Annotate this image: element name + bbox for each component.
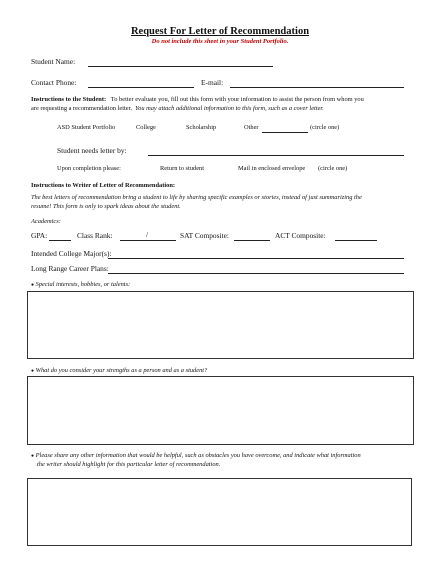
completion-label: Upon completion please: bbox=[57, 165, 121, 172]
instructions-student bbox=[31, 96, 364, 103]
student-name-label: Student Name: bbox=[31, 57, 76, 66]
option-other[interactable]: Other bbox=[244, 124, 259, 131]
other-field[interactable] bbox=[262, 132, 308, 133]
special-interests-prompt bbox=[31, 281, 130, 288]
gpa-field[interactable] bbox=[49, 240, 71, 241]
option-portfolio[interactable]: ASD Student Portfolio bbox=[57, 124, 116, 131]
sat-label: SAT Composite: bbox=[180, 231, 229, 240]
contact-phone-label: Contact Phone: bbox=[31, 78, 77, 87]
gpa-label: GPA: bbox=[31, 231, 48, 240]
option-circle-note: (circle one) bbox=[310, 124, 340, 131]
career-label: Long Range Career Plans: bbox=[31, 264, 109, 273]
email-field[interactable] bbox=[230, 87, 404, 88]
instructions-student-line2 bbox=[31, 105, 324, 112]
option-mail-envelope[interactable]: Mail in enclosed envelope bbox=[238, 165, 306, 172]
academics-label: Academics: bbox=[31, 218, 61, 225]
sat-field[interactable] bbox=[234, 240, 270, 241]
majors-label: Intended College Major(s): bbox=[31, 249, 112, 258]
email-label: E-mail: bbox=[201, 78, 224, 87]
majors-field[interactable] bbox=[108, 258, 404, 259]
special-interests-box[interactable] bbox=[27, 291, 414, 359]
other-info-label-2: the writer should highlight for this particular letter of recommendation. bbox=[37, 461, 221, 468]
act-label: ACT Composite: bbox=[275, 231, 326, 240]
other-info-label-1: Please share any other information that would be helpful, such as obstacles you have overcome, and indicate what information bbox=[35, 452, 361, 459]
page-title: Request For Letter of Recommendation bbox=[130, 26, 310, 37]
option-scholarship[interactable]: Scholarship bbox=[186, 124, 217, 131]
class-rank-label: Class Rank: bbox=[77, 231, 113, 240]
other-info-box[interactable] bbox=[27, 478, 412, 546]
instructions-writer-heading: Instructions to Writer of Letter of Recommendation: bbox=[31, 182, 176, 189]
needs-letter-by-label: Student needs letter by: bbox=[57, 146, 127, 155]
class-rank-separator: / bbox=[146, 230, 149, 239]
strengths-box[interactable] bbox=[27, 376, 414, 445]
contact-phone-field[interactable] bbox=[88, 87, 194, 88]
instructions-student-text-2b: You may attach additional information to this form, such as a cover letter. bbox=[135, 105, 324, 112]
other-info-prompt-1 bbox=[31, 452, 361, 459]
class-rank-field[interactable] bbox=[120, 240, 176, 241]
instructions-writer-text-2: resume! This form is only to spark ideas about the student. bbox=[31, 203, 181, 210]
student-name-field[interactable] bbox=[88, 66, 273, 67]
instructions-student-text-2a: are requesting a recommendation letter. bbox=[31, 105, 132, 112]
instructions-writer-text-1: The best letters of recommendation bring a student to life by sharing specific examples or stories, instead of just summarizing the bbox=[31, 194, 362, 201]
bullet-icon: ● bbox=[31, 369, 35, 374]
option-college[interactable]: College bbox=[136, 124, 156, 131]
portfolio-warning: Do not include this sheet in your Student Portfolio. bbox=[151, 38, 289, 45]
special-interests-label: Special interests, hobbies, or talents: bbox=[35, 281, 131, 288]
bullet-icon: ● bbox=[31, 283, 35, 288]
needs-letter-by-field[interactable] bbox=[148, 155, 404, 156]
option-return-to-student[interactable]: Return to student bbox=[160, 165, 205, 172]
strengths-label: What do you consider your strengths as a person and as a student? bbox=[35, 367, 208, 374]
instructions-student-text-1: To better evaluate you, fill out this form with your information to assist the person from whom you bbox=[110, 96, 364, 103]
career-field[interactable] bbox=[108, 273, 404, 274]
strengths-prompt bbox=[31, 367, 207, 374]
completion-circle-note: (circle one) bbox=[318, 165, 348, 172]
instructions-student-heading: Instructions to the Student: bbox=[31, 96, 107, 103]
bullet-icon: ● bbox=[31, 454, 35, 459]
act-field[interactable] bbox=[335, 240, 377, 241]
